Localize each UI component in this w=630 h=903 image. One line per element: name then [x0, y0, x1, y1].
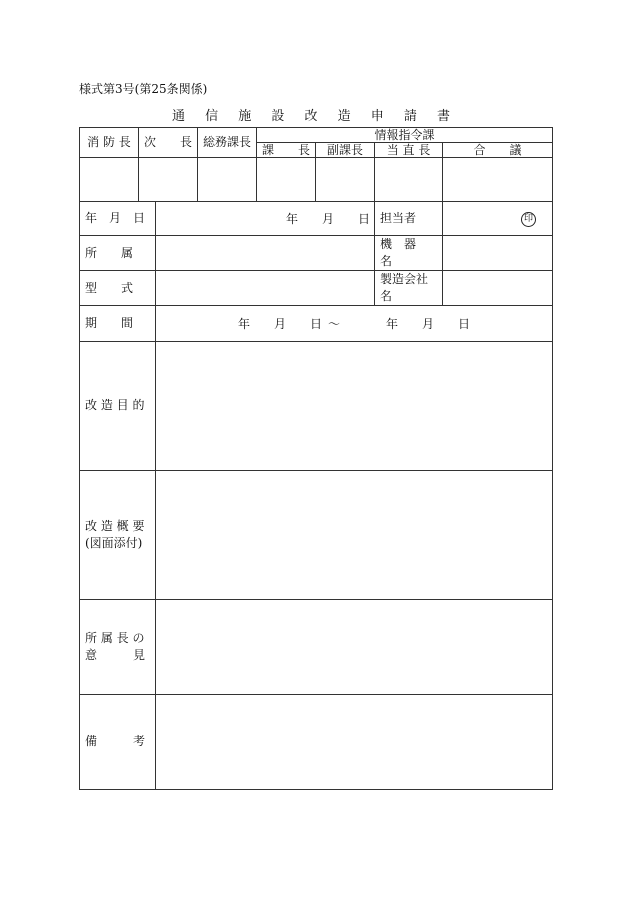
model-field[interactable]	[156, 271, 375, 306]
purpose-label: 改 造 目 的	[80, 341, 156, 470]
general-affairs-stamp-box[interactable]	[198, 158, 257, 202]
opinion-label-line1: 所 属 長 の	[85, 630, 145, 645]
opinion-label-line2: 意 見	[85, 647, 146, 662]
purpose-field[interactable]	[156, 341, 553, 470]
model-label: 型 式	[80, 271, 156, 306]
opinion-field[interactable]	[156, 600, 553, 694]
dispatch-division-header: 情報指令課	[257, 128, 553, 143]
overview-label: 改 造 概 要	[85, 519, 145, 534]
manufacturer-field[interactable]	[443, 271, 553, 306]
deputy-section-chief-header: 副課長	[316, 143, 375, 158]
remarks-label: 備 考	[80, 694, 156, 789]
manufacturer-label: 製造会社名	[375, 271, 443, 306]
section-chief-stamp-box[interactable]	[257, 158, 316, 202]
date-label: 年 月 日	[80, 202, 156, 236]
person-in-charge-label: 担当者	[375, 202, 443, 236]
duty-chief-header: 当 直 長	[375, 143, 443, 158]
duty-chief-stamp-box[interactable]	[375, 158, 443, 202]
equipment-name-label: 機 器 名	[375, 236, 443, 271]
equipment-name-field[interactable]	[443, 236, 553, 271]
chief-stamp-box[interactable]	[80, 158, 139, 202]
application-form	[79, 127, 553, 790]
affiliation-field[interactable]	[156, 236, 375, 271]
period-separator: 〜	[327, 317, 340, 332]
date-field[interactable]: 年 月 日	[156, 202, 375, 236]
period-end: 年 月 日	[385, 317, 470, 332]
overview-note: (図面添付)	[85, 536, 143, 551]
deputy-header: 次 長	[139, 128, 198, 158]
affiliation-label: 所 属	[80, 236, 156, 271]
overview-label-cell	[80, 470, 156, 599]
period-field[interactable]	[156, 306, 553, 341]
deputy-stamp-box[interactable]	[139, 158, 198, 202]
page-title: 通 信 施 設 改 造 申 請 書	[171, 109, 459, 124]
consultation-stamp-box[interactable]	[443, 158, 553, 202]
period-start: 年 月 日	[237, 317, 322, 332]
section-chief-header: 課 長	[257, 143, 316, 158]
deputy-section-chief-stamp-box[interactable]	[316, 158, 375, 202]
consultation-header: 合 議	[443, 143, 553, 158]
seal-mark: 印	[521, 212, 536, 227]
person-in-charge-field[interactable]	[443, 202, 553, 236]
opinion-label-cell	[80, 600, 156, 694]
chief-header: 消 防 長	[80, 128, 139, 158]
period-label: 期 間	[80, 306, 156, 341]
general-affairs-header: 総務課長	[198, 128, 257, 158]
remarks-field[interactable]	[156, 694, 553, 789]
overview-field[interactable]	[156, 470, 553, 599]
form-number: 様式第3号(第25条関係)	[79, 82, 208, 96]
